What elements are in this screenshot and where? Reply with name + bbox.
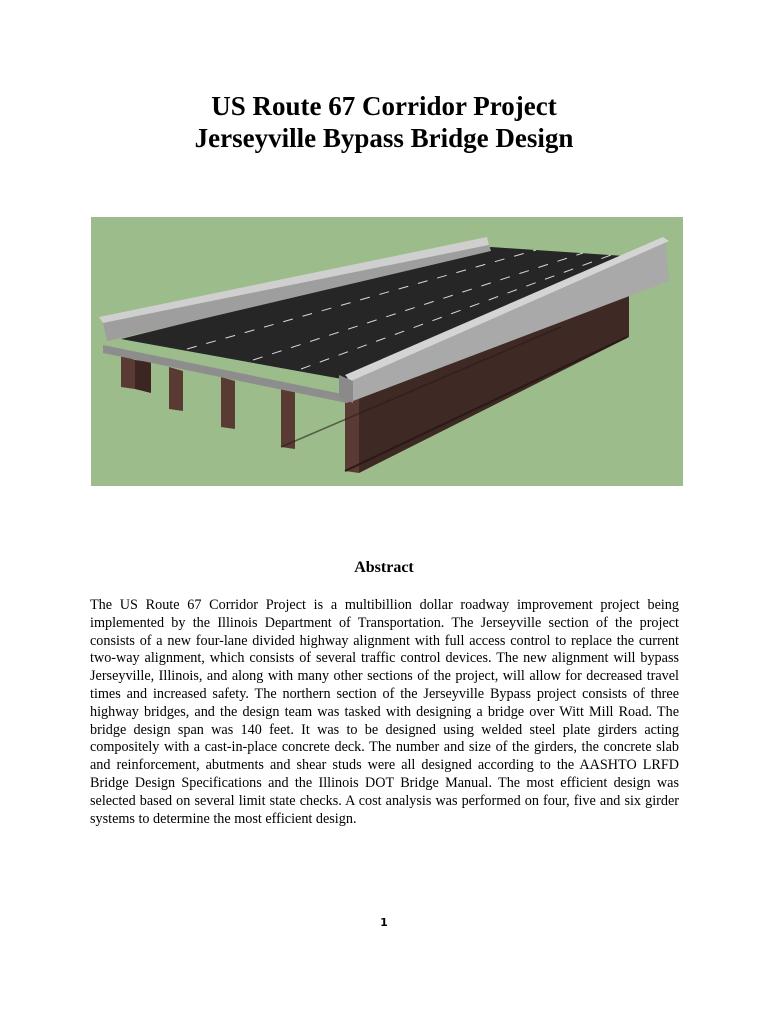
title-line-2: Jerseyville Bypass Bridge Design xyxy=(194,123,574,153)
bridge-rendering-figure xyxy=(91,217,683,486)
abstract-heading: Abstract xyxy=(354,559,414,576)
girder-1-face xyxy=(135,360,151,393)
abstract-paragraph: The US Route 67 Corridor Project is a multibillion dollar roadway improvement project being implemented by the Illinois Department of Transportation. The Jerseyville section of the project consists of a new four-lane divided highway alignment with full access control to replace the current two-way alignment, which consists of several traffic control devices. The new alignment will bypass Jerseyville, Illinois, and along with many other sections of the project, will allow for decreased travel times and increased safety. The northern section of the Jerseyville Bypass project consists of three highway bridges, and the design team was tasked with designing a bridge over Witt Mill Road. The bridge design span was 140 feet. It was to be designed using welded steel plate girders acting compositely with a cast-in-place concrete deck. The number and size of the girders, the concrete slab and reinforcement, abutments and shear studs were all designed according to the AASHTO LRFD Bridge Design Specifications and the Illinois DOT Bridge Manual. The most efficient design was selected based on several limit state checks. A cost analysis was performed on four, five and six girder systems to determine the most efficient design. xyxy=(90,597,679,827)
girder-5 xyxy=(345,393,359,473)
girder-1 xyxy=(121,355,135,389)
girder-3 xyxy=(221,377,235,429)
girder-2 xyxy=(169,367,183,411)
title-line-1: US Route 67 Corridor Project xyxy=(211,91,557,121)
bridge-rendering-image xyxy=(91,217,683,486)
girder-4 xyxy=(281,387,295,449)
page-number: 1 xyxy=(380,916,388,929)
